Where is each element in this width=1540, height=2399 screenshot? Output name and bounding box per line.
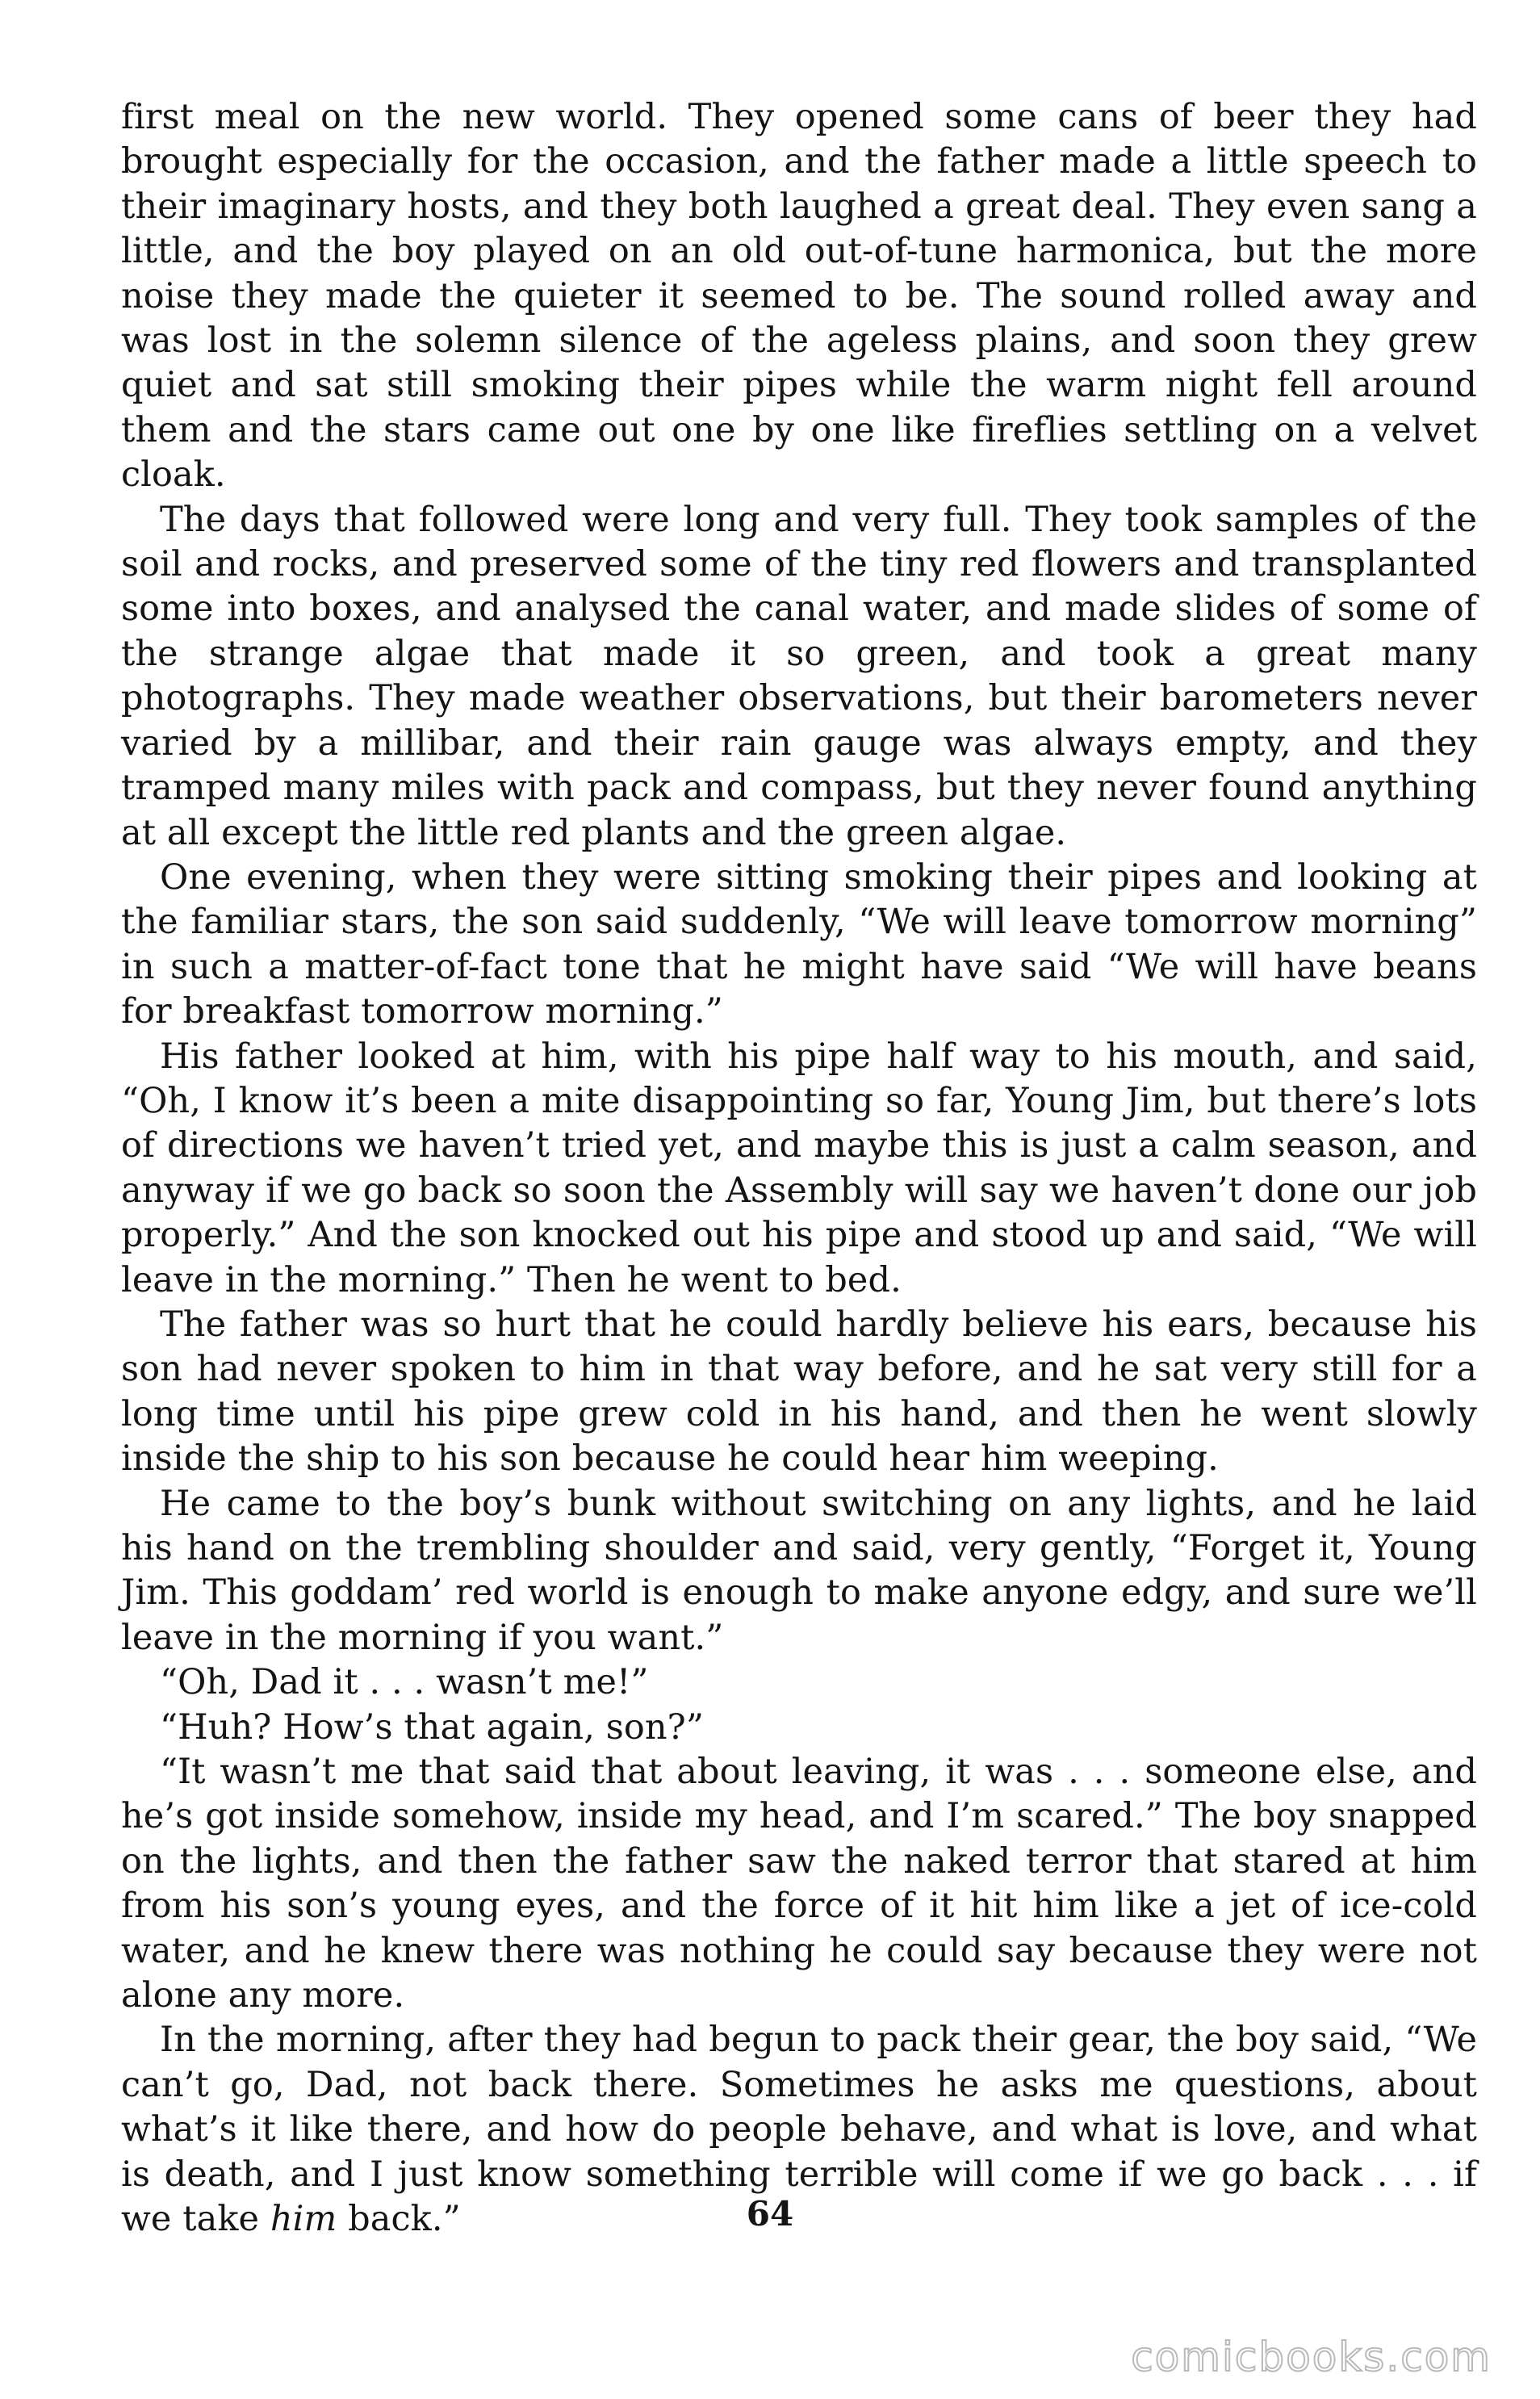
body-text	[121, 95, 1477, 2242]
paragraph-4: His father looked at him, with his pipe half way to his mouth, and said, “Oh, I know it’s been a mite disappointing so far, Young Jim, but there’s lots of directions we haven’t tried yet, and maybe this is just a calm season, and anyway if we go back so soon the Assembly will say we haven’t done our job properly.” And the son knocked out his pipe and stood up and said, “We will leave in the morning.” Then he went to bed.	[121, 1036, 1477, 1300]
page-number: 64	[746, 2194, 794, 2234]
paragraph-8: “Huh? How’s that again, son?”	[160, 1706, 704, 1748]
paragraph-2: The days that followed were long and very full. They took samples of the soil and rocks, and preserved some of the tiny red flowers and transplanted some into boxes, and analysed the canal water, and made slides of some of the strange algae that made it so green, and took a great many photographs. They made weather observations, but their barometers never varied by a millibar, and their rain gauge was always empty, and they tramped many miles with pack and compass, but they never found anything at all except the little red plants and the green algae.	[121, 499, 1477, 853]
paragraph-3: One evening, when they were sitting smoking their pipes and looking at the familiar stars, the son said suddenly, “We will leave tomorrow morning” in such a matter-of-fact tone that he might have said “We will have beans for breakfast tomorrow morning.”	[121, 856, 1477, 1032]
paragraph-10-text-start: In the morning, after they had begun to pack their gear, the boy said, “We can’t go, Dad, not back there. Sometimes he asks me questions, about what’s it like there, and how do people behave, and what is love, and what is death, and I just know something terrible will come if we go back . . . if we take	[121, 2020, 1477, 2240]
paragraph-5: The father was so hurt that he could hardly believe his ears, because his son had never spoken to him in that way before, and he sat very still for a long time until his pipe grew cold in his hand, and then he went slowly inside the ship to his son because he could hear him weeping.	[121, 1304, 1477, 1480]
paragraph-6: He came to the boy’s bunk without switching on any lights, and he laid his hand on the trembling shoulder and said, very gently, “Forget it, Young Jim. This goddam’ red world is enough to make anyone edgy, and sure we’ll leave in the morning if you want.”	[121, 1483, 1477, 1658]
paragraph-10-italic-word: him	[270, 2199, 337, 2240]
paragraph-7: “Oh, Dad it . . . wasn’t me!”	[160, 1662, 649, 1703]
paragraph-9: “It wasn’t me that said that about leaving, it was . . . someone else, and he’s got inside somehow, inside my head, and I’m scared.” The boy snapped on the lights, and then the father saw the naked terror that stared at him from his son’s young eyes, and the force of it hit him like a jet of ice-cold water, and he knew there was nothing he could say because they were not alone any more.	[121, 1752, 1477, 2016]
watermark-logo: comicbooks.com	[1131, 2334, 1492, 2380]
paragraph-10-text-end: back.”	[337, 2199, 461, 2240]
paragraph-1: first meal on the new world. They opened some cans of beer they had brought especially for the occasion, and the father made a little speech to their imaginary hosts, and they both laughed a great deal. They even sang a little, and the boy played on an old out-of-tune harmonica, but the more noise they made the quieter it seemed to be. The sound rolled away and was lost in the solemn silence of the ageless plains, and soon they grew quiet and sat still smoking their pipes while the warm night fell around them and the stars came out one by one like fireflies settling on a velvet cloak.	[121, 97, 1477, 496]
